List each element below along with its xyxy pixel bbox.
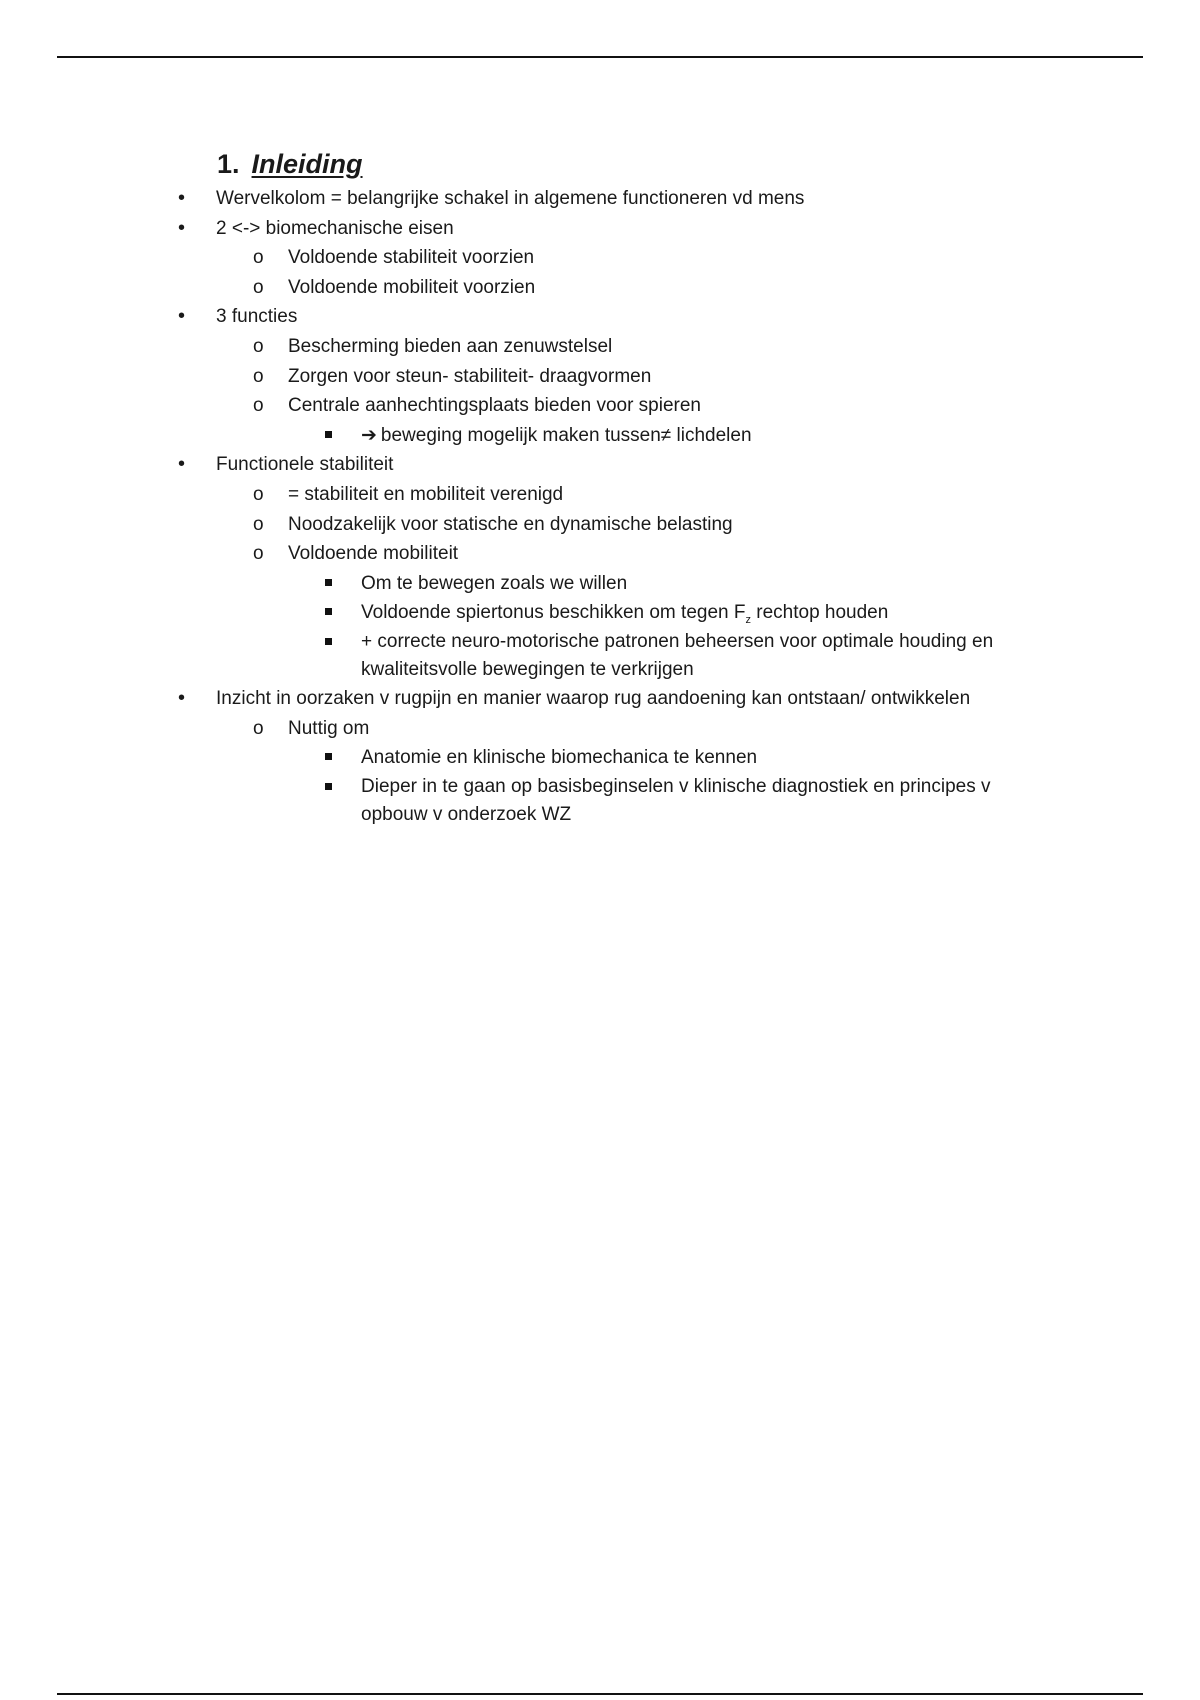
list-item-text: = stabiliteit en mobiliteit verenigd — [288, 483, 564, 505]
list-item — [0, 273, 1200, 303]
list-item — [0, 684, 1200, 714]
list-item — [0, 184, 1200, 214]
list-item-text: Voldoende stabiliteit voorzien — [288, 247, 535, 269]
heading-number: 1. — [217, 149, 240, 179]
bullet-marker: • — [178, 187, 186, 209]
heading-title: Inleiding — [251, 149, 363, 179]
list-item — [0, 450, 1200, 480]
list-item-text: 3 functies — [216, 306, 298, 328]
list-item-text: Bescherming bieden aan zenuwstelsel — [288, 335, 613, 357]
section-heading — [217, 146, 363, 182]
list-item — [0, 714, 1200, 744]
square-bullet-icon — [325, 753, 332, 760]
list-item — [0, 628, 1200, 684]
list-item-text: Zorgen voor steun- stabiliteit- draagvormen — [288, 365, 652, 387]
footer-rule — [57, 1693, 1143, 1695]
circle-marker: o — [253, 717, 264, 739]
list-item-text: Functionele stabiliteit — [216, 454, 394, 476]
list-item — [0, 480, 1200, 510]
list-item-text-before: Voldoende spiertonus beschikken om tegen F — [361, 602, 746, 624]
right-arrow-icon: ➔ — [361, 424, 377, 446]
circle-marker: o — [253, 395, 264, 417]
circle-marker: o — [253, 365, 264, 387]
circle-marker: o — [253, 543, 264, 565]
list-item-text: Anatomie en klinische biomechanica te kennen — [361, 747, 758, 769]
list-item — [0, 391, 1200, 421]
square-bullet-icon — [325, 783, 332, 790]
list-item — [0, 743, 1200, 773]
list-item-text: Voldoende mobiliteit voorzien — [288, 276, 536, 298]
list-item-text: Nuttig om — [288, 717, 370, 739]
list-item — [0, 362, 1200, 392]
list-item-text: Dieper in te gaan op basisbeginselen v klinische diagnostiek en principes v opbouw v onderzoek WZ — [361, 775, 991, 825]
subscript-z: z — [745, 614, 751, 627]
list-item-text: Wervelkolom = belangrijke schakel in algemene functioneren vd mens — [216, 188, 805, 209]
list-item-text-content: beweging mogelijk maken tussen≠ lichdelen — [380, 424, 752, 446]
list-item — [0, 421, 1200, 451]
circle-marker: o — [253, 513, 264, 535]
list-item-text: Noodzakelijk voor statische en dynamische belasting — [288, 513, 733, 535]
circle-marker: o — [253, 335, 264, 357]
list-item — [0, 302, 1200, 332]
list-item — [0, 214, 1200, 244]
list-item — [0, 773, 1200, 829]
list-item — [0, 243, 1200, 273]
square-bullet-icon — [325, 638, 332, 645]
list-item-text-after: rechtop houden — [750, 602, 889, 624]
list-item — [0, 598, 1200, 628]
list-item-text: Om te bewegen zoals we willen — [361, 572, 628, 594]
circle-marker: o — [253, 483, 264, 505]
list-item-text: Inzicht in oorzaken v rugpijn en manier waarop rug aandoening kan ontstaan/ ontwikkelen — [216, 687, 971, 709]
list-item-text: 2 <-> biomechanische eisen — [216, 217, 454, 239]
bullet-marker: • — [178, 686, 186, 709]
circle-marker: o — [253, 247, 264, 269]
square-bullet-icon — [325, 431, 332, 438]
header-rule — [57, 56, 1143, 58]
list-item — [0, 510, 1200, 540]
list-item-text — [361, 421, 1061, 451]
bullet-marker: • — [178, 216, 186, 239]
square-bullet-icon — [325, 579, 332, 586]
list-item-text: Voldoende mobiliteit — [288, 543, 459, 565]
bullet-marker: • — [178, 305, 186, 328]
square-bullet-icon — [325, 608, 332, 615]
list-item — [0, 539, 1200, 569]
outline-list — [0, 184, 1200, 829]
circle-marker: o — [253, 276, 264, 298]
list-item — [0, 569, 1200, 599]
list-item-text: + correcte neuro-motorische patronen beheersen voor optimale houding en kwaliteitsvolle bewegingen te verkrijgen — [361, 630, 994, 680]
bullet-marker: • — [178, 453, 186, 476]
list-item-text: Centrale aanhechtingsplaats bieden voor spieren — [288, 395, 701, 417]
list-item — [0, 332, 1200, 362]
